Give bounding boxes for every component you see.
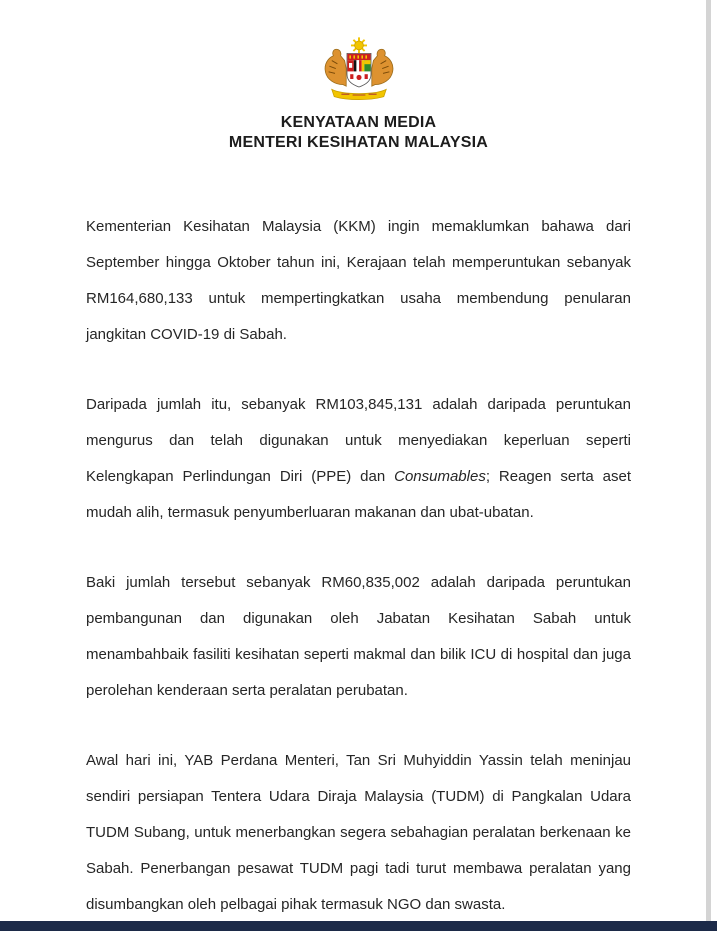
- paragraph-allocation-total: Kementerian Kesihatan Malaysia (KKM) ingin memaklumkan bahawa dari September hingga Oktober tahun ini, Kerajaan telah memperuntukan sebanyak RM164,680,133 untuk mempertingkatkan usaha membendung penularan jangkitan COVID-19 di Sabah.: [86, 218, 631, 343]
- malaysia-coat-of-arms-icon: [311, 36, 407, 106]
- statement-body: [86, 209, 631, 923]
- title-line-2: MENTERI KESIHATAN MALAYSIA: [228, 134, 489, 151]
- emblem-banner: [331, 89, 385, 99]
- paragraph-pm-visit: Awal hari ini, YAB Perdana Menteri, Tan Sri Muhyiddin Yassin telah meninjau sendiri persiapan Tentera Udara Diraja Malaysia (TUDM) di Pangkalan Udara TUDM Subang, untuk menerbangkan segera sebahagian peralatan berkenaan ke Sabah. Penerbangan pesawat TUDM pagi tadi turut membawa peralatan yang disumbangkan oleh pelbagai pihak termasuk NGO dan swasta.: [86, 752, 631, 913]
- paragraph-development-allocation: Baki jumlah tersebut sebanyak RM60,835,002 adalah daripada peruntukan pembangunan dan digunakan oleh Jabatan Kesihatan Sabah untuk menambahbaik fasiliti kesihatan seperti makmal dan bilik ICU di hospital dan juga perolehan kenderaan serta peralatan perubatan.: [86, 574, 631, 699]
- masthead: [0, 0, 717, 153]
- bottom-bar: [0, 921, 717, 931]
- paragraph-operating-text-before: Daripada jumlah itu, sebanyak RM103,845,131 adalah daripada peruntukan mengurus dan telah digunakan untuk menyediakan keperluan seperti Kelengkapan Perlindungan Diri (PPE) dan: [86, 396, 631, 485]
- document-title: [0, 113, 717, 153]
- paragraph-operating-allocation: [86, 387, 631, 531]
- paragraph-operating-italic-term: Consumables: [394, 468, 486, 485]
- emblem-shield: [347, 53, 371, 87]
- emblem-tiger-right: [371, 49, 392, 86]
- emblem-tiger-left: [325, 49, 346, 86]
- title-line-1: KENYATAAN MEDIA: [280, 114, 437, 131]
- paragraph-operating-text-after: ; Reagen serta aset mudah alih, termasuk penyumberluaran makanan dan ubat-ubatan.: [86, 468, 631, 521]
- scrollbar[interactable]: [706, 0, 711, 921]
